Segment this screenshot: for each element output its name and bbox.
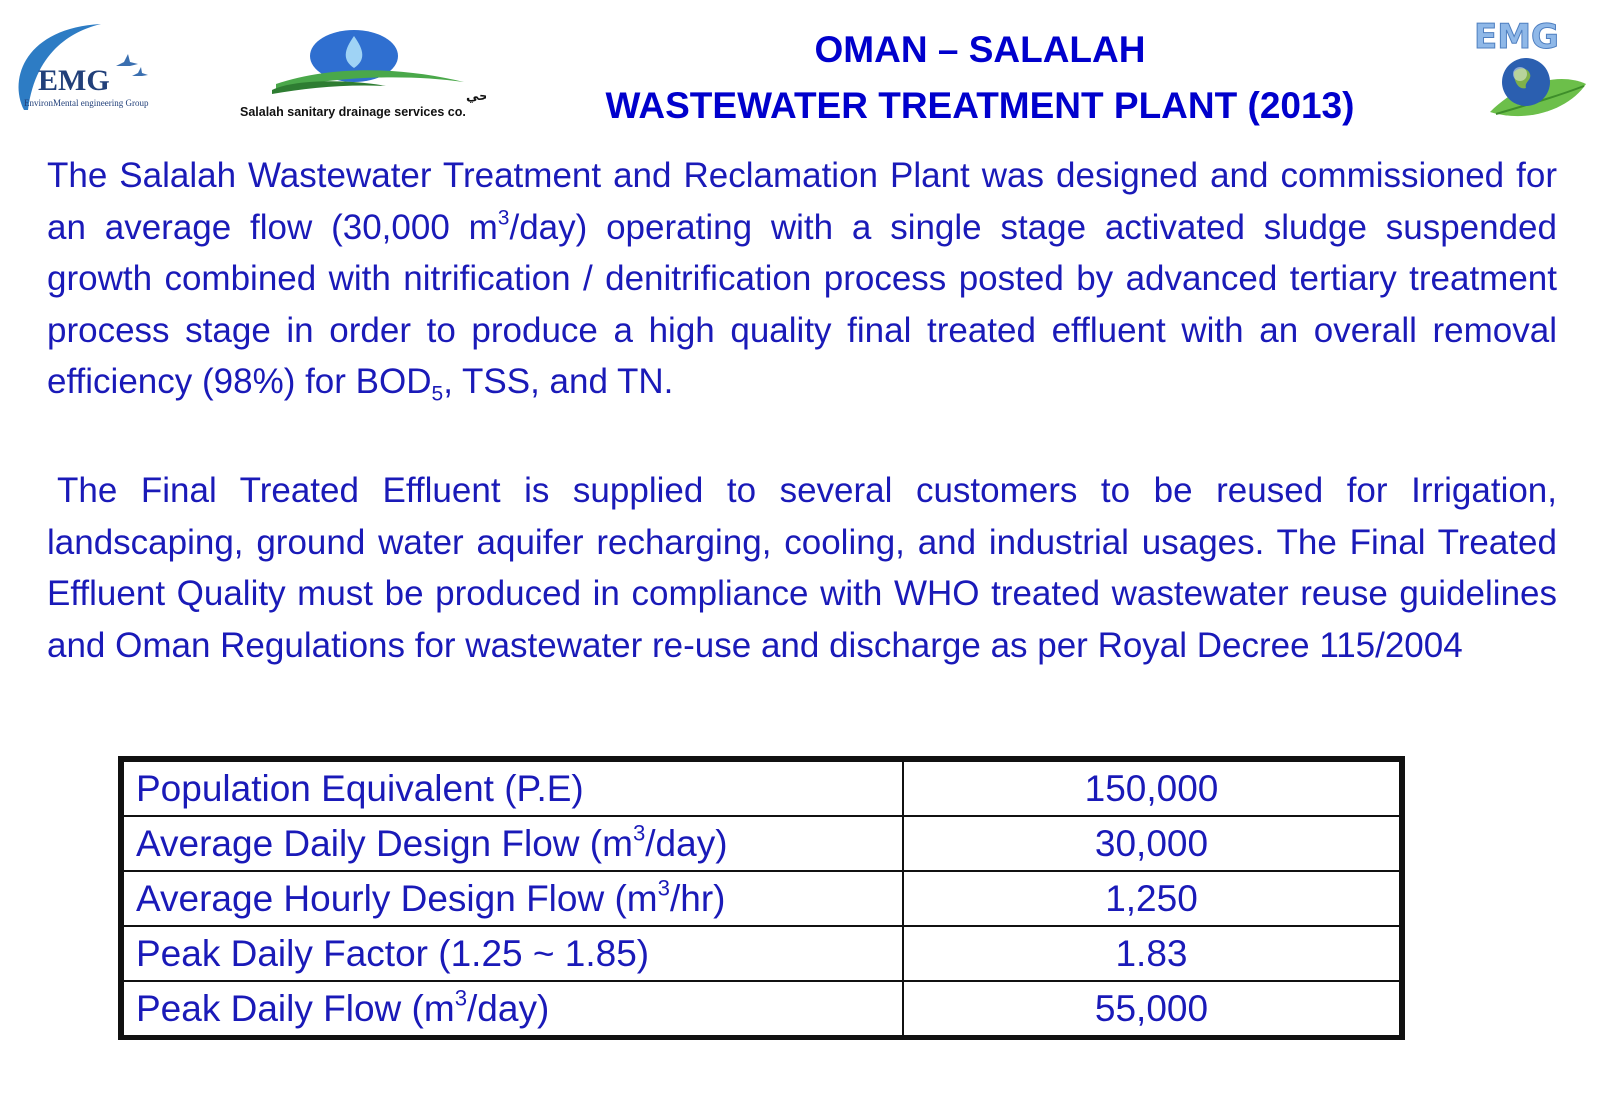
emg-logo-left-graphic bbox=[6, 18, 206, 128]
emg-logo-left-text: EMG bbox=[38, 64, 110, 97]
table-row bbox=[121, 759, 1402, 816]
paragraph-1-part-a: The Salalah Wastewater Treatment and Reclamation Plant was designed and commissioned for an average flow (30,000 m bbox=[47, 156, 1557, 247]
paragraph-1-part-b: /day) operating with a single stage activated sludge suspended growth combined with nitrification / denitrification process posted by advanced tertiary treatment process stage in order to produce a high quality final treated effluent with an overall removal efficiency (98%) for BOD bbox=[47, 207, 1557, 401]
emg-logo-right-graphic bbox=[1470, 12, 1590, 128]
table-cell-label: Peak Daily Factor (1.25 ~ 1.85) bbox=[121, 926, 903, 981]
table-row bbox=[121, 816, 1402, 871]
table-cell-value: 1.83 bbox=[903, 926, 1402, 981]
table-cell-label: Population Equivalent (P.E) bbox=[121, 759, 903, 816]
title-line-1: OMAN – SALALAH bbox=[814, 29, 1146, 70]
table-row bbox=[121, 871, 1402, 926]
emg-logo-right-text: EMG bbox=[1474, 17, 1559, 57]
emg-logo-left-subtitle: EnvironMental engineering Group bbox=[24, 98, 149, 108]
ssds-logo-graphic bbox=[236, 28, 486, 124]
paragraph-effluent-reuse bbox=[47, 465, 1557, 671]
paragraph-1-subscript: 5 bbox=[431, 382, 444, 406]
table-cell-value: 55,000 bbox=[903, 981, 1402, 1038]
ssds-logo bbox=[236, 28, 486, 124]
table-cell-label: Peak Daily Flow $(m^3/day)$ bbox=[121, 981, 903, 1038]
emg-logo-right bbox=[1470, 12, 1590, 128]
table-row bbox=[121, 981, 1402, 1038]
title-line-2: WASTEWATER TREATMENT PLANT (2013) bbox=[605, 85, 1355, 126]
emg-logo-left bbox=[6, 18, 206, 128]
table-cell-value: 150,000 bbox=[903, 759, 1402, 816]
table-row bbox=[121, 926, 1402, 981]
ssds-logo-arabic: حي bbox=[466, 89, 486, 104]
paragraph-plant-description bbox=[47, 150, 1557, 408]
paragraph-2-text: The Final Treated Effluent is supplied to several customers to be reused for Irrigation, landscaping, ground water aquifer recharging, cooling, and industrial usages. The Final Treated Effluent Quality must be produced in compliance with WHO treated wastewater reuse guidelines and Oman Regulations for wastewater re-use and discharge as per Royal Decree 115/2004 bbox=[47, 471, 1557, 665]
paragraph-1-part-c: , TSS, and TN. bbox=[443, 362, 674, 401]
ssds-logo-english: Salalah sanitary drainage services co. bbox=[240, 105, 466, 119]
page-title bbox=[520, 22, 1440, 134]
paragraph-1-superscript: 3 bbox=[497, 205, 510, 229]
table-cell-label: Average Hourly Design Flow $(m^3/hr)$ bbox=[121, 871, 903, 926]
design-parameters-table bbox=[118, 756, 1405, 1040]
table-cell-value: 30,000 bbox=[903, 816, 1402, 871]
table-cell-label: Average Daily Design Flow $(m^3/day)$ bbox=[121, 816, 903, 871]
table-cell-value: 1,250 bbox=[903, 871, 1402, 926]
